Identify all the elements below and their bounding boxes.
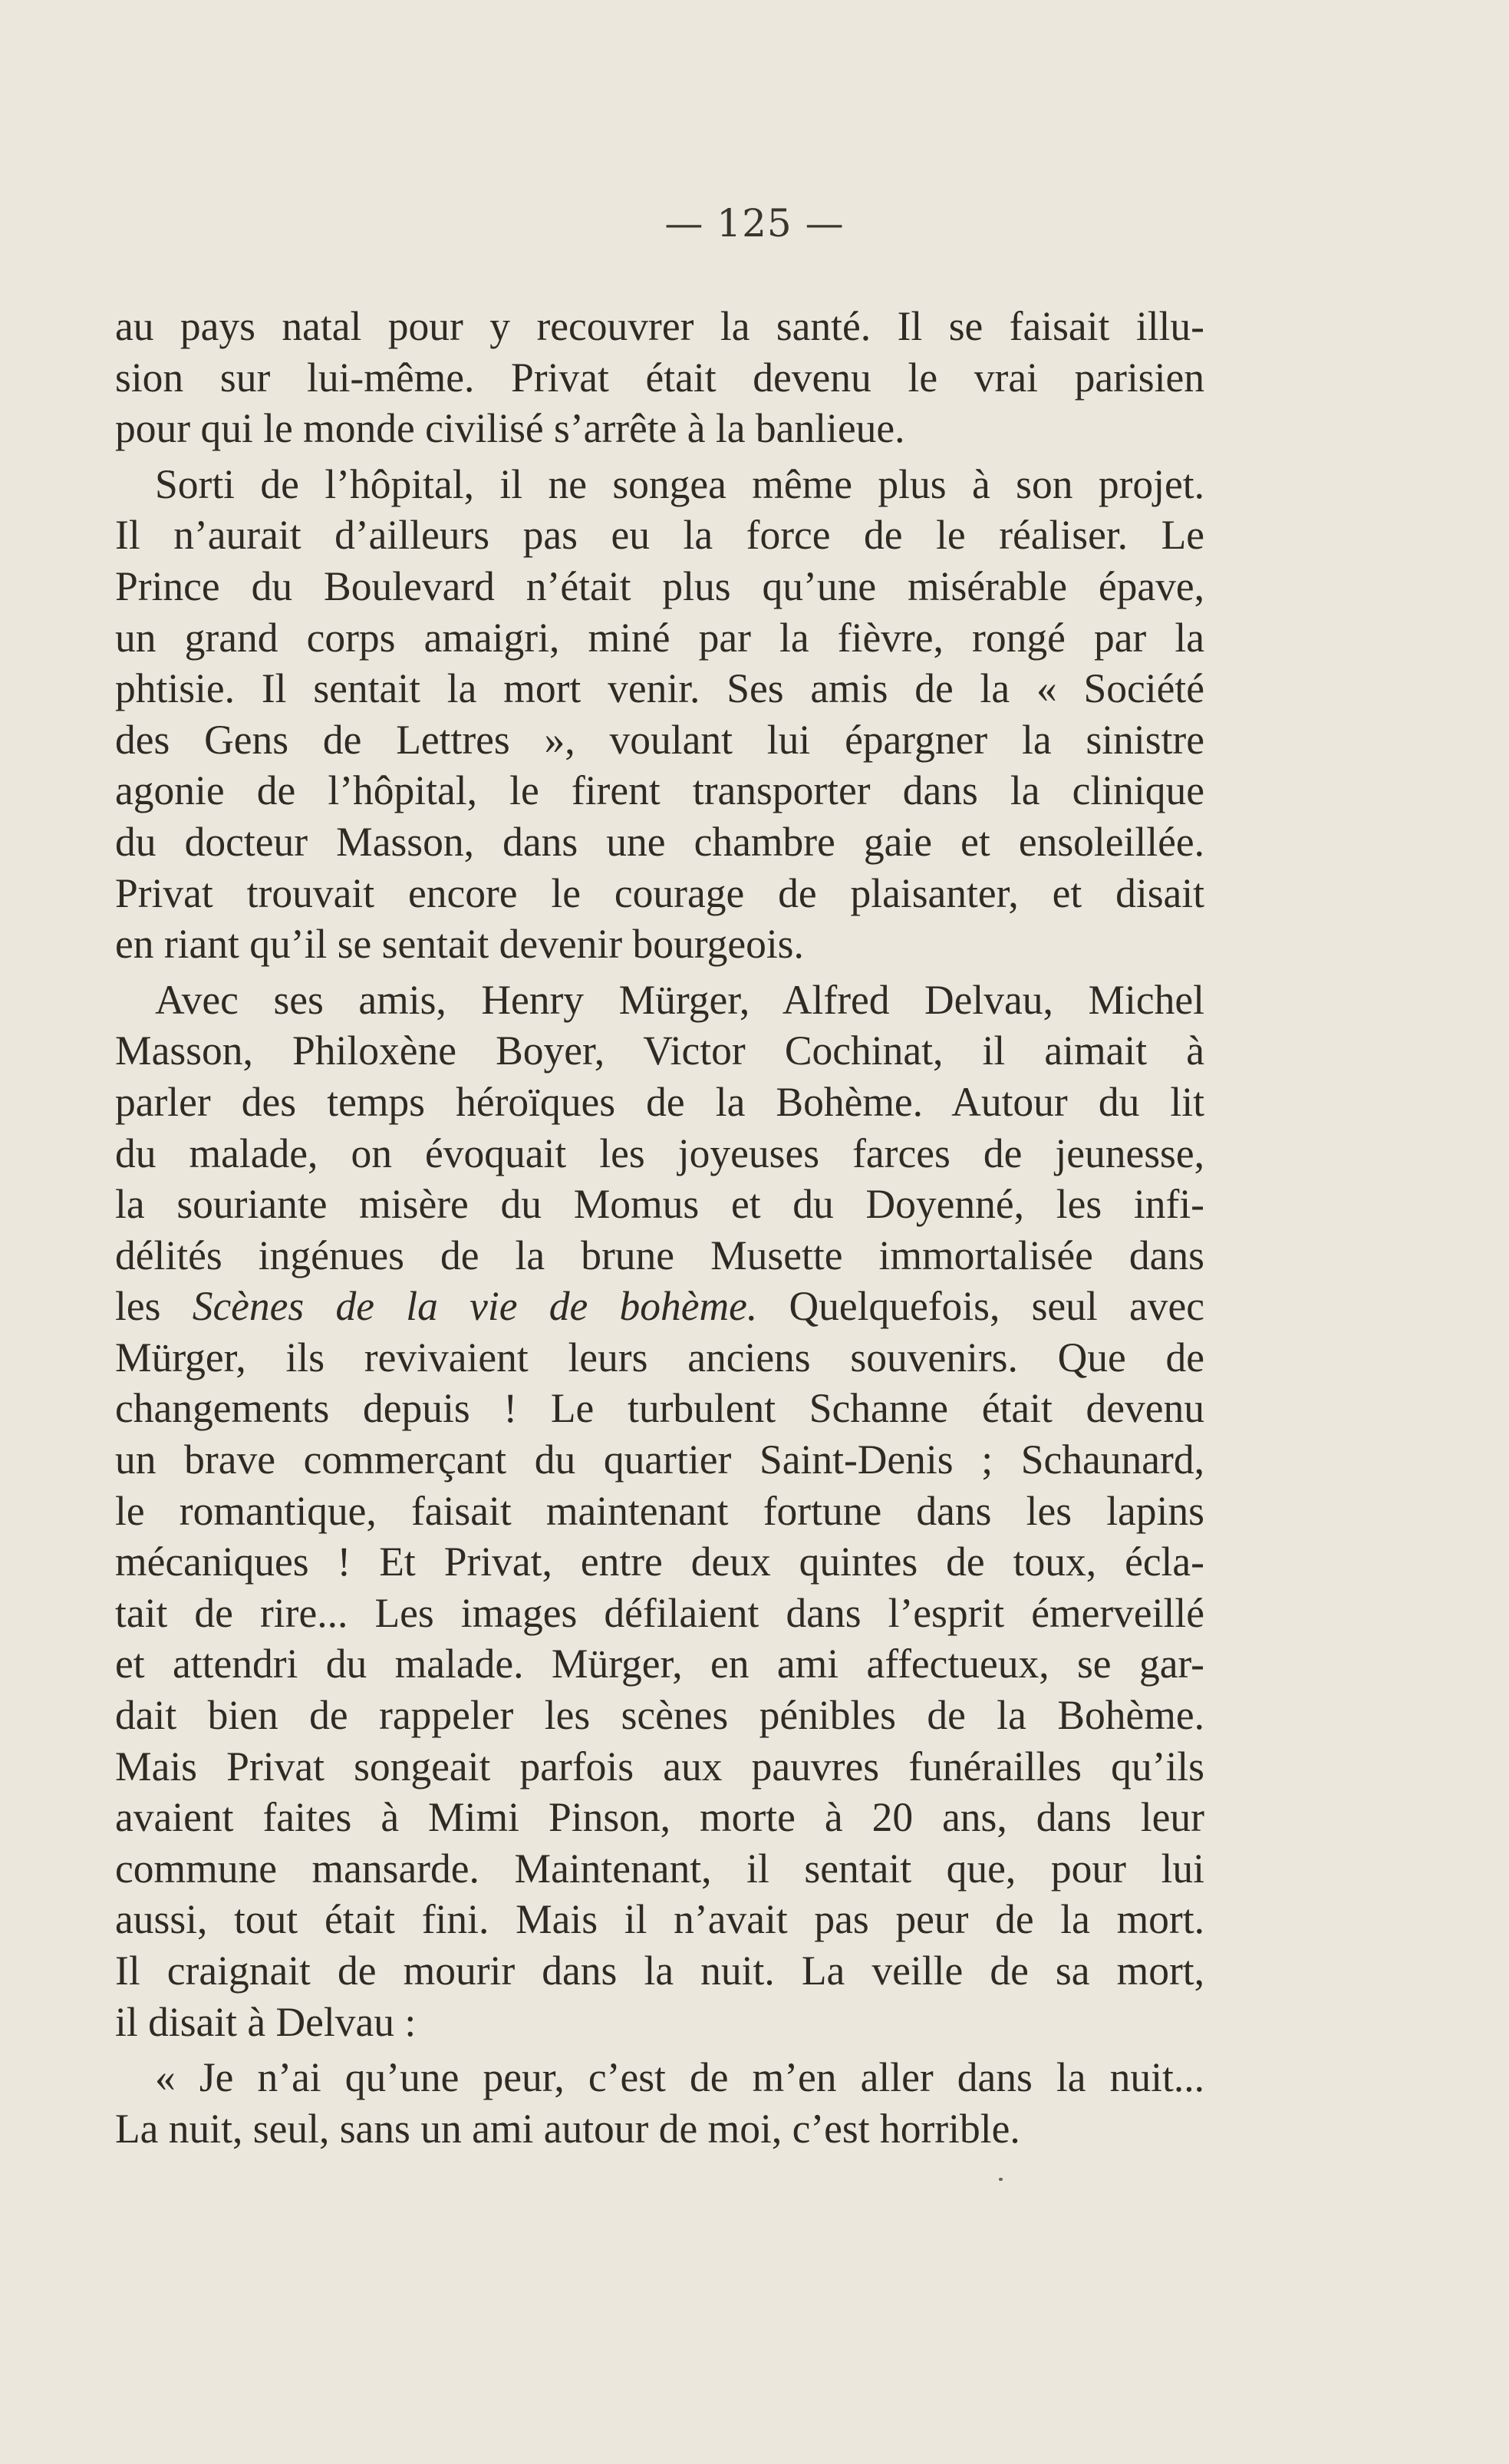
text-line: des Gens de Lettres », voulant lui épargner la sinistre: [115, 716, 1204, 763]
text-line: pour qui le monde civilisé s’arrête à la banlieue.: [115, 405, 905, 452]
book-title: Scènes de la vie de bohème.: [192, 1283, 758, 1330]
text-line: un grand corps amaigri, miné par la fièvre, rongé par la: [115, 614, 1204, 661]
line-continuation: Quelquefois, seul avec: [757, 1283, 1204, 1330]
text-line: il disait à Delvau :: [115, 1998, 417, 2045]
text-line: Masson, Philoxène Boyer, Victor Cochinat, il aimait à: [115, 1027, 1204, 1074]
text-line: Mürger, ils revivaient leurs anciens souvenirs. Que de: [115, 1334, 1204, 1380]
text-line: agonie de l’hôpital, le firent transporter dans la clinique: [115, 767, 1204, 814]
text-line: changements depuis ! Le turbulent Schanne était devenu: [115, 1385, 1204, 1432]
text-line: « Je n’ai qu’une peur, c’est de m’en aller dans la nuit...: [155, 2054, 1204, 2101]
text-line: mécaniques ! Et Privat, entre deux quintes de toux, écla-: [115, 1539, 1204, 1585]
text-line: Sorti de l’hôpital, il ne songea même plus à son projet.: [155, 460, 1204, 507]
text-line: du docteur Masson, dans une chambre gaie et ensoleillée.: [115, 818, 1204, 865]
text-line: un brave commerçant du quartier Saint-Denis ; Schaunard,: [115, 1437, 1204, 1483]
text-line: les Scènes de la vie de bohème. Quelquefois, seul avec: [115, 1283, 1204, 1330]
text-line: aussi, tout était fini. Mais il n’avait pas peur de la mort.: [115, 1896, 1204, 1943]
text-line: le romantique, faisait maintenant fortune dans les lapins: [115, 1487, 1204, 1534]
text-line: Il n’aurait d’ailleurs pas eu la force de le réaliser. Le: [115, 512, 1204, 559]
text-line: dait bien de rappeler les scènes pénibles de la Bohème.: [115, 1692, 1204, 1739]
text-line: au pays natal pour y recouvrer la santé. Il se faisait illu-: [115, 303, 1204, 349]
paragraph-3: [115, 975, 1204, 2047]
paragraph-4: [115, 2052, 1204, 2154]
text-line: tait de rire... Les images défilaient dans l’esprit émerveillé: [115, 1589, 1204, 1636]
text-line: Prince du Boulevard n’était plus qu’une misérable épave,: [115, 562, 1204, 609]
text-line: Privat trouvait encore le courage de plaisanter, et disait: [115, 869, 1204, 916]
text-line: Il craignait de mourir dans la nuit. La veille de sa mort,: [115, 1948, 1204, 1994]
paragraph-2: [115, 459, 1204, 970]
paper-speck: [999, 2178, 1003, 2181]
text-line: la souriante misère du Momus et du Doyenné, les infi-: [115, 1181, 1204, 1228]
text-line: La nuit, seul, sans un ami autour de moi, c’est horrible.: [115, 2105, 1020, 2152]
text-line: en riant qu’il se sentait devenir bourgeois.: [115, 921, 804, 968]
text-line: du malade, on évoquait les joyeuses farces de jeunesse,: [115, 1130, 1204, 1176]
text-line: avaient faites à Mimi Pinson, morte à 20 ans, dans leur: [115, 1794, 1204, 1841]
body-text: [115, 301, 1204, 2159]
text-line: parler des temps héroïques de la Bohème. Autour du lit: [115, 1078, 1204, 1125]
page-number: — 125 —: [664, 201, 845, 246]
text-line: sion sur lui-même. Privat était devenu le vrai parisien: [115, 354, 1204, 401]
text-line: et attendri du malade. Mürger, en ami affectueux, se gar-: [115, 1641, 1204, 1687]
paragraph-1: [115, 301, 1204, 454]
text-line: commune mansarde. Maintenant, il sentait que, pour lui: [115, 1845, 1204, 1892]
text-line: délités ingénues de la brune Musette immortalisée dans: [115, 1232, 1204, 1278]
text-line: phtisie. Il sentait la mort venir. Ses amis de la « Société: [115, 665, 1204, 712]
text-line: Avec ses amis, Henry Mürger, Alfred Delvau, Michel: [155, 976, 1204, 1023]
text-line: Mais Privat songeait parfois aux pauvres funérailles qu’ils: [115, 1743, 1204, 1789]
